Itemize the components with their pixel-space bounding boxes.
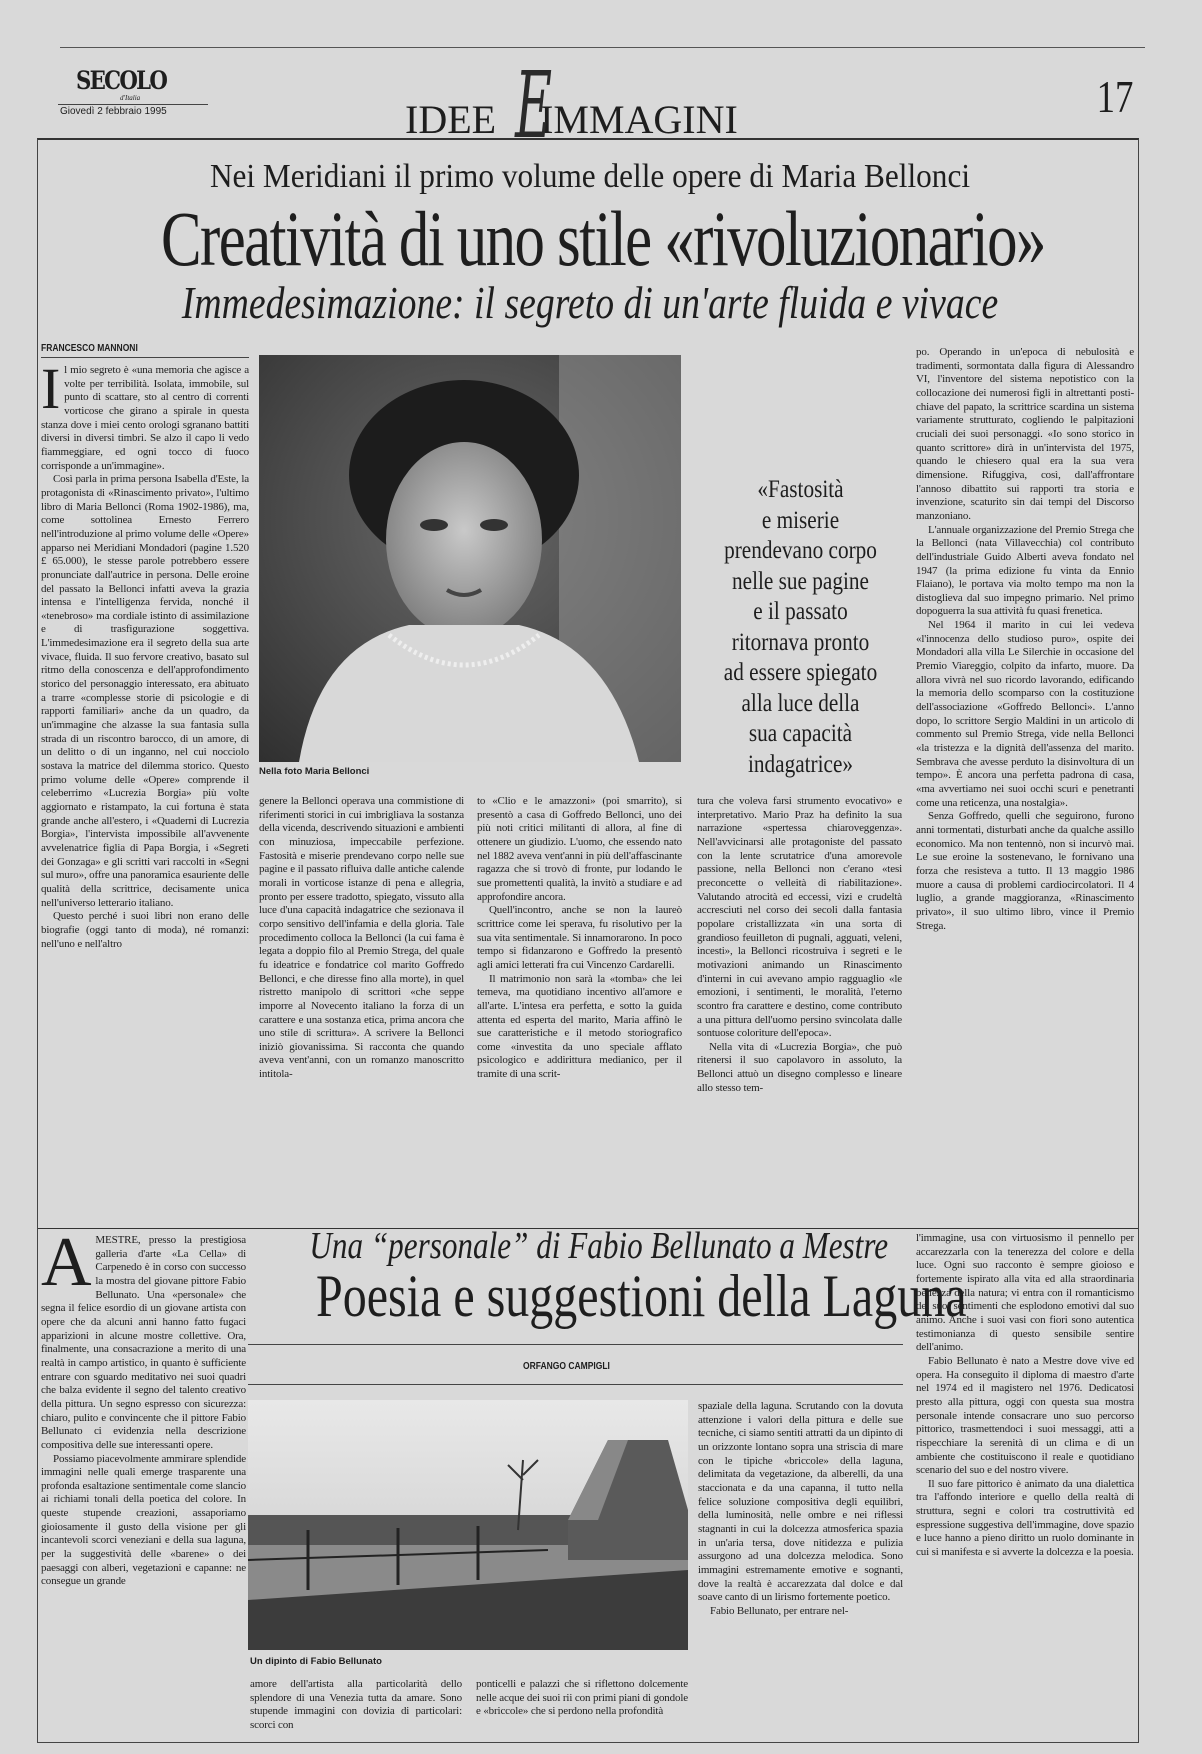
paragraph: MESTRE, presso la prestigiosa galleria d'arte «La Cella» di Carpenedo è in corso con successo la mostra del giovane pittore Fabio Bellunato. Una «personale» che segna il felice esordio di un giovane artista con opere che da alcuni anni hanno fatto fugaci apparizioni in alcune mostre collettive. Ora, finalmente, una consacrazione a merito di una realtà in campo artistico, in quanto è sufficiente entrare con sguardo meditativo nei suoi quadri che balza evidente il segno del talento creativo della pittura. Un segno espresso con sicurezza: chiaro, pulito e convincente che il pittore Fabio Bellunato ci evidenzia nella descrizione compositiva delle sue interessanti opere. — [41, 1234, 246, 1451]
pull-quote-line: «Fastosità — [757, 476, 844, 503]
pull-quote-line: prendevano corpo — [724, 537, 877, 564]
article1-column-5 — [916, 346, 1134, 1226]
paragraph: Questo perché i suoi libri non erano delle biografie (oggi tanto di moda), né romanzi: nell'uno e nell'altro — [41, 910, 249, 950]
paragraph: Possiamo piacevolmente ammirare splendide immagini nelle quali emerge trasparente una profonda esaltazione sentimentale come slancio ai richiami tonali della poetica del colore. In queste stupende creazioni, assaporiamo gioiosamente il gusto della visione per gli incantevoli scorci veneziani e della sua laguna, per la suggestività delle «barene» o dei paesaggi con alberi, vegetazioni e capanne: ne consegue un grande — [41, 1452, 246, 1588]
article1-column-2 — [259, 795, 464, 1225]
byline-rule — [248, 1384, 903, 1385]
paragraph: L'annuale organizzazione del Premio Strega che la Bellonci (nata Villavecchia) col contributo dell'industriale Guido Alberti aveva fondato nel 1947 (la prima edizione fu vinta da Ennio Flaiano), le portava via molto tempo ma non la distoglieva dal suo impegno primario. Nel primo dopoguerra la sua attività fu quasi frenetica. — [916, 523, 1134, 618]
paragraph: tura che voleva farsi strumento evocativo» e interpretativo. Mario Praz ha definito la sua narrazione «spertessa chiaroveggenza». Nell'avvicinarsi alle protagoniste del passato con la lente scrutatrice d'una amorevole passione, nella Bellonci non c'erano «tesi preconcette o velleità di riabilitazione». Valutando atrocità ed eccessi, vizi e crudeltà accresciuti nel corso dei secoli dalla fantasia popolare cristallizzata «in una sorta di grandioso feuilleton di pugnali, agguati, veleni, incesti», la Bellonci ricostruiva i segreti e le motivazioni animando un Rinascimento d'interni in cui avevano ampio ragguaglio «le emozioni, i sentimenti, le moralità, l'eterno scontro fra carattere e destino, come contributo a una pittura dell'uomo persino svincolata dalle sontuose coloriture dell'epoca». — [697, 795, 902, 1040]
paragraph: Così parla in prima persona Isabella d'Este, la protagonista di «Rinascimento privato», l'ultimo libro di Maria Bellonci (Roma 1902-1986), ma, come sottolinea Ernesto Ferrero nell'introduzione al primo volume delle «Opere» apparso nei Meridiani Mondadori (pagine 1.520 £ 65.000), le stesse parole potrebbero essere pronunciate dall'autrice in persona. Delle eroine del passato la Bellonci infatti aveva la grazia intensa e l'intelligenza fervida, nonché il «tenebroso» ma cordiale istinto di assimilazione e di trasfigurazione soggettiva. L'immedesimazione era il segreto della sua arte vivace, fluida. Il suo fervore creativo, basato sul ritmo della conoscenza e dell'approfondimento storico del personaggio interessato, era abituato a trarre «complesse storie di psicologie e di rapporti familiari» anche da un quadro, da un'immagine che alzasse la sua fantasia sulla strada di un riscontro barocco, di un amore, di un delitto o di un inganno, nel cui nocciolo sostava la matrice del dilemma storico. Questo primo volume delle «Opere» comprende il celeberrimo «Lucrezia Borgia» più volte aggiornato e ristampato, la cui fortuna è stata grande anche all'estero, i «Quaderni di Lucrezia Borgia», l'intervista impossibile all'avvenente avvelenatrice figlia di Papa Borgia, i «Segreti dei Gonzaga» e gli scritti vari raccolti in «Segni sul muro», offre una panoramica esauriente delle qualità della scrittrice, decisamente unica nell'universo letterario italiano. — [41, 473, 249, 909]
painting-caption: Un dipinto di Fabio Bellunato — [250, 1656, 382, 1667]
article2-column-1 — [41, 1234, 246, 1734]
lagoon-painting-image — [248, 1400, 688, 1650]
article2-column-2 — [250, 1678, 462, 1734]
pull-quote-line: e il passato — [753, 598, 848, 625]
section-title-ornament: E — [515, 52, 553, 159]
pull-quote-line: indagatrice» — [747, 750, 854, 778]
article1-headline: Creatività di uno stile «rivoluzionario» — [161, 195, 1045, 282]
pull-quote — [698, 475, 903, 780]
article1-subheadline: Immedesimazione: il segreto di un'arte fluida e vivace — [181, 277, 999, 328]
article1-column-3 — [477, 795, 682, 1225]
article1-column-4 — [697, 795, 902, 1225]
issue-date: Giovedì 2 febbraio 1995 — [60, 106, 167, 117]
section-title — [405, 96, 738, 143]
paragraph: Senza Goffredo, quelli che seguirono, furono anni tormentati, disturbati anche da qualche assillo economico. Ma non tentennò, non si incurvò mai. Le sue eroine la sostenevano, le fornivano una forza che resisteva a tutto. Il 13 maggio 1986 muore a causa di problemi cardiocircolatori. Il 4 luglio, a grande maggioranza, «Rinascimento privato», il suo ultimo libro, vince il Premio Strega. — [916, 810, 1134, 932]
headline-rule — [248, 1344, 903, 1345]
paragraph: Quell'incontro, anche se non la laureò scrittrice come lei sperava, fu risolutivo per la sua vita sentimentale. Si innamorarono. In poco tempo si fidanzarono e Goffredo la presentò agli amici letterati fra cui Vincenzo Cardarelli. — [477, 904, 682, 971]
paragraph: spaziale della laguna. Scrutando con la dovuta attenzione i valori della pittura e delle sue tecniche, ci siamo sentiti attratti da un dipinto di un orizzonte lontano sopra una striscia di mare con le tipiche «briccole» della laguna, delimitata da vegetazione, da alberelli, da una staccionata e da una capanna, il tutto nella felice soluzione compositiva degli equilibri, della luminosità, nelle ombre e nei riflessi stagnanti in cui la dolcezza atmosferica spazia in un'aria tersa, dove nitidezza e pulizia assurgono ad una dolcezza melodica. Sono immagini estremamente emotive e sognanti, dove la realtà è accarezzata dal dolce e dal soave canto di un lirismo fortemente poetico. — [698, 1400, 903, 1604]
date-rule — [58, 104, 208, 105]
paragraph: Fabio Bellunato, per entrare nel- — [710, 1604, 849, 1617]
paragraph: l mio segreto è «una memoria che agisce a volte per terribilità. Isolata, immobile, sul punto di scattare, sto al centro di correnti vorticose che girano a spirale in questa stanza dove i miei cento orologi sgranano battiti diversi in diversi timbri. Se alzo il capo li vedo fiammeggiare, ed ogni tocco di fuoco corrisponde a un'immagine». — [41, 364, 249, 472]
pull-quote-line: nelle sue pagine — [732, 567, 869, 595]
article2-headline: Poesia e suggestioni della Laguna — [316, 1263, 967, 1329]
paragraph: Fabio Bellunato è nato a Mestre dove vive ed opera. Ha conseguito il diploma di maestro d'arte nel 1974 ed il magistero nel 1976. Dedicatosi presto alla pittura, oggi con questa sua mostra personale intende consacrare uno suo percorso pittorico, trasmettendoci i suoi messaggi, atti a rispecchiare la serenità di un clima e di un ambiente che costituiscono il reale e quotidiano scenario del suo e del nostro vivere. — [916, 1354, 1134, 1477]
article2-column-4 — [698, 1400, 903, 1735]
portrait-photo-image — [259, 355, 681, 762]
pull-quote-line: e miserie — [761, 506, 840, 534]
byline-rule — [41, 357, 249, 358]
portrait-caption: Nella foto Maria Bellonci — [259, 766, 370, 777]
newspaper-logo: SECOLO — [76, 66, 167, 95]
article2-kicker: Una “personale” di Fabio Bellunato a Mestre — [309, 1225, 889, 1267]
pull-quote-line: sua capacità — [748, 720, 853, 747]
paragraph: Nel 1964 il marito in cui lei vedeva «l'innocenza dello studioso puro», ospite dei Mondadori alla villa Le Silerchie in occasione del Premio Viareggio, colpito da infarto, muore. Da allora vivrà nel suo ricordo lavorando, edificando la memoria dello scomparso con la costituzione dell'associazione «Goffredo Bellonci». L'anno dopo, lo scrittore Sergio Maldini in un articolo di commento sul Premio Strega, vide nella Bellonci «la tristezza e la dignità dell'assenza del marito. Sembrava che avesse perduto la disinvoltura di un tempo». È ancora una perfetta padrona di casa, «ma avvertiamo nei suoi occhi scuri e penetranti come una reticenza, una nostalgia». — [916, 619, 1134, 809]
pull-quote-line: ad essere spiegato — [723, 659, 878, 686]
paragraph: Nella vita di «Lucrezia Borgia», che può ritenersi il suo capolavoro in assoluto, la Bellonci attuò un disegno complesso e lineare allo stesso tem- — [697, 1040, 902, 1094]
paragraph: Il matrimonio non sarà la «tomba» che lei temeva, ma quotidiano incentivo all'amore e all'arte. L'intesa era perfetta, e sotto la guida attenta ed esperta del marito, Maria affinò le sue caratteristiche e il metodo storiografico come «investita da uno speciale afflato psicologico e addirittura medianico, per il tramite di una scrit- — [477, 972, 682, 1081]
paragraph: to «Clio e le amazzoni» (poi smarrito), si presentò a casa di Goffredo Bellonci, uno dei più noti critici militanti di allora, al fine di ottenere un giudizio. L'uomo, che essendo nato nel 1882 aveva vent'anni in più dell'affascinante ragazza che si trovò di fronte, pur lodando le sue promettenti qualità, la invitò a studiare e ad approfondire ancora. — [477, 795, 682, 903]
article1-kicker: Nei Meridiani il primo volume delle opere di Maria Bellonci — [209, 158, 971, 195]
article2-column-5 — [916, 1232, 1134, 1735]
top-rule — [60, 47, 1145, 48]
dropcap: I — [41, 364, 61, 421]
article1-byline: FRANCESCO MANNONI — [41, 343, 138, 354]
paragraph: Il suo fare pittorico è animato da una dialettica tra l'affondo interiore e quello della realtà di struttura, segni e colori tra costruttività ed espressione suggestiva dell'immagine, dove spazio e luce hanno a pieno diritto un ruolo dominante in cui si manifesta e si avverte la dolcezza e la poesia. — [916, 1477, 1134, 1559]
page-number: 17 — [1096, 71, 1134, 122]
section-title-right: IMMAGINI — [540, 97, 738, 142]
paragraph: genere la Bellonci operava una commistione di riferimenti storici in cui imbrigliava la sostanza della vicenda, descrivendo situazioni e ambienti con minuziosa, impeccabile perfezione. Fastosità e miserie prendevano corpo nelle sue pagine e il passato rifluiva dalle antiche calende morali in vorticose istanze di pena e allegria, pronto per essere tradotto, spiegato, vissuto alla luce d'una capacità indagatrice che sezionava il corpo sensitivo dell'infamia e della gloria. Tale procedimento colloca la Bellonci (la cui fama è legata a doppio filo al Premio Strega, del quale fu ideatrice e fondatrice col marito Goffredo Bellonci, e che diresse fino alla morte), in quel ristretto manipolo di scrittori «che seppe imporre al Novecento italiano la forza di un carattere e una sostanza etica, prima ancora che uno stile di scrittura». A scrivere la Bellonci iniziò giovanissima. Si racconta che quando aveva vent'anni, con un romanzo manoscritto intitola- — [259, 795, 464, 1081]
dropcap: A — [41, 1234, 92, 1301]
article1-column-1 — [41, 364, 249, 1224]
lagoon-painting — [248, 1400, 688, 1650]
article2-column-3 — [476, 1678, 688, 1734]
article2-byline: ORFANGO CAMPIGLI — [523, 1361, 610, 1372]
newspaper-logo-subtitle: d'Italia — [120, 94, 141, 102]
paragraph: ponticelli e palazzi che si riflettono dolcemente nelle acque dei suoi rii con primi piani di gondole e «briccole» che si perdono nella profondità — [476, 1678, 688, 1718]
portrait-photo — [259, 355, 681, 762]
section-title-left: IDEE — [405, 97, 497, 142]
paragraph: po. Operando in un'epoca di nebulosità e tradimenti, sormontata dalla figura di Alessandro VI, l'inventore del sistema nepotistico con la collocazione dei numerosi figli in altrettanti posti-chiave del papato, la scrittrice scardina un sistema variamente strutturato, cogliendo le palpitazioni cruciali dei suoi personaggi. «Io sono storico in quanto scrittore» dirà in un'intervista del 1975, quando le chiesero qual era la sua vera dimensione. Rifuggiva, così, dall'affrontare l'annoso dibattito sui rapporti tra storia e invenzione, scaturito sin dai tempi del Discorso manzoniano. — [916, 346, 1134, 522]
pull-quote-line: alla luce della — [741, 689, 860, 717]
paragraph: l'immagine, usa con virtuosismo il pennello per accarezzarla con la tenerezza del colore e della luce. Ogni suo racconto è sempre gioioso e fortemente ispirato alla vita ed alla straordinaria bellezza della natura; vi entra con il romanticismo dei suoi sentimenti che esplodono emotivi dal suo animo. Anche i suoi vasi con fiori sono autentica testimonianza di questo sensibile sentire dell'animo. — [916, 1232, 1134, 1354]
paragraph: amore dell'artista alla particolarità dello splendore di una Venezia tutta da amare. Sono stupende immagini con dovizia di particolari: scorci con — [250, 1678, 462, 1731]
pull-quote-line: ritornava pronto — [731, 628, 870, 656]
